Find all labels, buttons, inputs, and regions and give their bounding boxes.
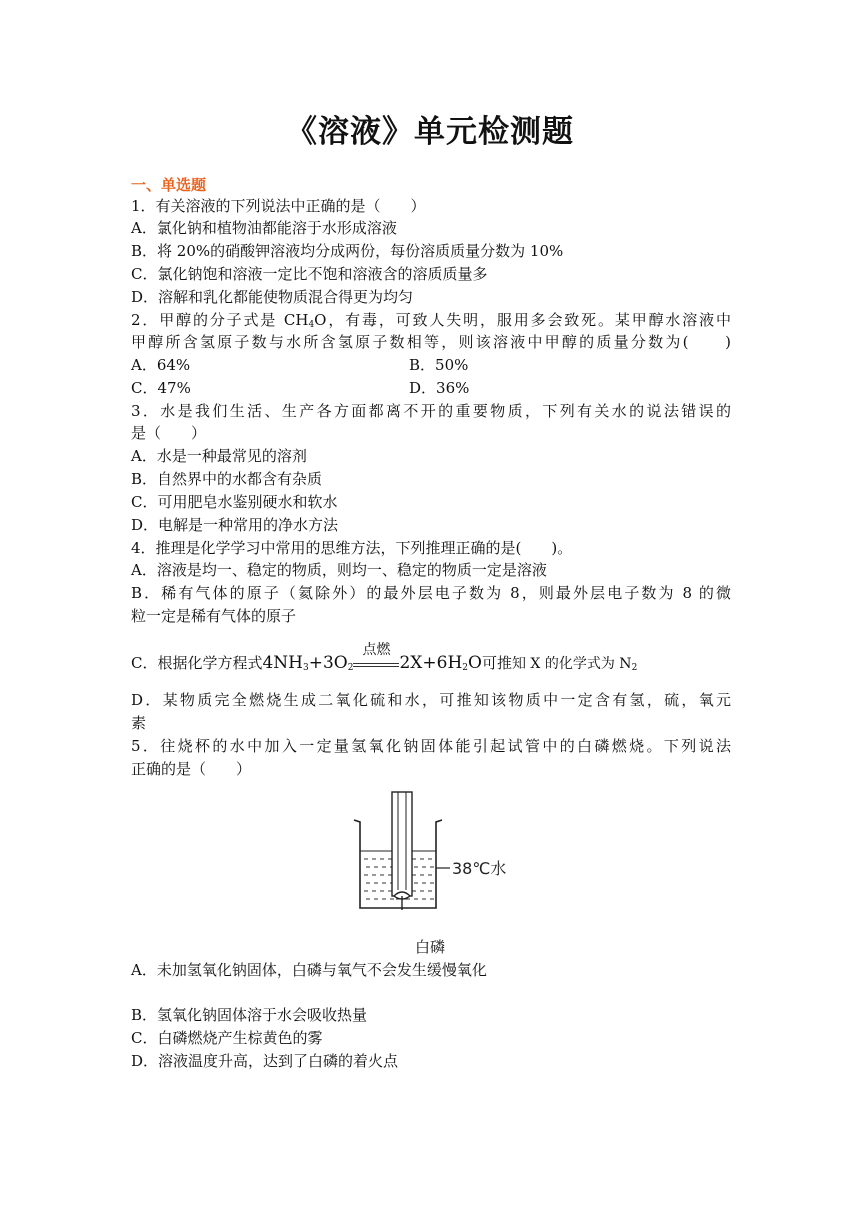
q1-option-d: D．溶解和乳化都能使物质混合得更为均匀 <box>131 288 414 306</box>
q3-option-c: C．可用肥皂水鉴别硬水和软水 <box>131 493 338 511</box>
figure-caption: 白磷 <box>414 938 445 956</box>
q4-option-b-line1: B．稀有气体的原子（氦除外）的最外层电子数为 8，则最外层电子数为 8 的微 <box>131 584 731 602</box>
q2-stem-line2: 甲醇所含氢原子数与水所含氢原子数相等，则该溶液中甲醇的质量分数为( ) <box>131 333 731 351</box>
q2-option-a: A．64% <box>131 356 191 374</box>
q1-stem: 1．有关溶液的下列说法中正确的是（ ） <box>131 197 426 215</box>
reaction-condition: 点燃 <box>353 653 399 675</box>
water-temperature-label: 38℃水 <box>452 859 507 878</box>
q3-option-b: B．自然界中的水都含有杂质 <box>131 470 323 488</box>
q1-option-a: A．氯化钠和植物油都能溶于水形成溶液 <box>131 219 397 237</box>
page-title: 《溶液》单元检测题 <box>286 114 574 150</box>
q1-option-b: B．将 20%的硝酸钾溶液均分成两份，每份溶质质量分数为 10% <box>131 242 564 260</box>
q5-option-b: B．氢氧化钠固体溶于水会吸收热量 <box>131 1006 368 1024</box>
q4-stem: 4．推理是化学学习中常用的思维方法，下列推理正确的是( )。 <box>131 539 573 557</box>
q2-option-d: D．36% <box>409 379 470 397</box>
q4-option-b-line2: 粒一定是稀有气体的原子 <box>131 607 297 625</box>
q2-option-b: B．50% <box>409 356 469 374</box>
q2-stem-line1: 2．甲醇的分子式是 $CH_4O$，有毒，可致人失明，服用多会致死。某甲醇水溶液中 <box>131 311 731 330</box>
q3-option-a: A．水是一种最常见的溶剂 <box>131 447 307 465</box>
q3-stem-line1: 3．水是我们生活、生产各方面都离不开的重要物质，下列有关水的说法错误的 <box>131 402 731 420</box>
q5-option-d: D．溶液温度升高，达到了白磷的着火点 <box>131 1052 399 1070</box>
q5-option-a: A．未加氢氧化钠固体，白磷与氧气不会发生缓慢氧化 <box>131 961 487 979</box>
q5-stem-line2: 正确的是（ ） <box>131 760 252 778</box>
q2-option-c: C．47% <box>131 379 191 397</box>
q3-stem-line2: 是（ ） <box>131 424 207 442</box>
q3-option-d: D．电解是一种常用的净水方法 <box>131 516 339 534</box>
q4-option-d-line1: D．某物质完全燃烧生成二氧化硫和水，可推知该物质中一定含有氢，硫，氧元 <box>131 691 731 709</box>
q4-option-c: C．根据化学方程式$4NH_3+3O_2$ 点燃 $2X+6H_2O$可推知 X 的化学式为 $N_2$ <box>131 641 638 673</box>
q5-stem-line1: 5．往烧杯的水中加入一定量氢氧化钠固体能引起试管中的白磷燃烧。下列说法 <box>131 737 731 755</box>
q4-option-a: A．溶液是均一、稳定的物质，则均一、稳定的物质一定是溶液 <box>131 561 547 579</box>
beaker-diagram <box>346 786 526 916</box>
chemical-equation: $4NH_3+3O_2$ 点燃 $2X+6H_2O$ <box>262 641 482 673</box>
section-heading: 一、单选题 <box>131 176 207 194</box>
q4-option-d-line2: 素 <box>131 714 147 732</box>
q5-option-c: C．白磷燃烧产生棕黄色的雾 <box>131 1029 323 1047</box>
q1-option-c: C．氯化钠饱和溶液一定比不饱和溶液含的溶质质量多 <box>131 265 488 283</box>
q2-options-row1 <box>131 354 731 376</box>
q2-options-row2 <box>131 377 731 399</box>
